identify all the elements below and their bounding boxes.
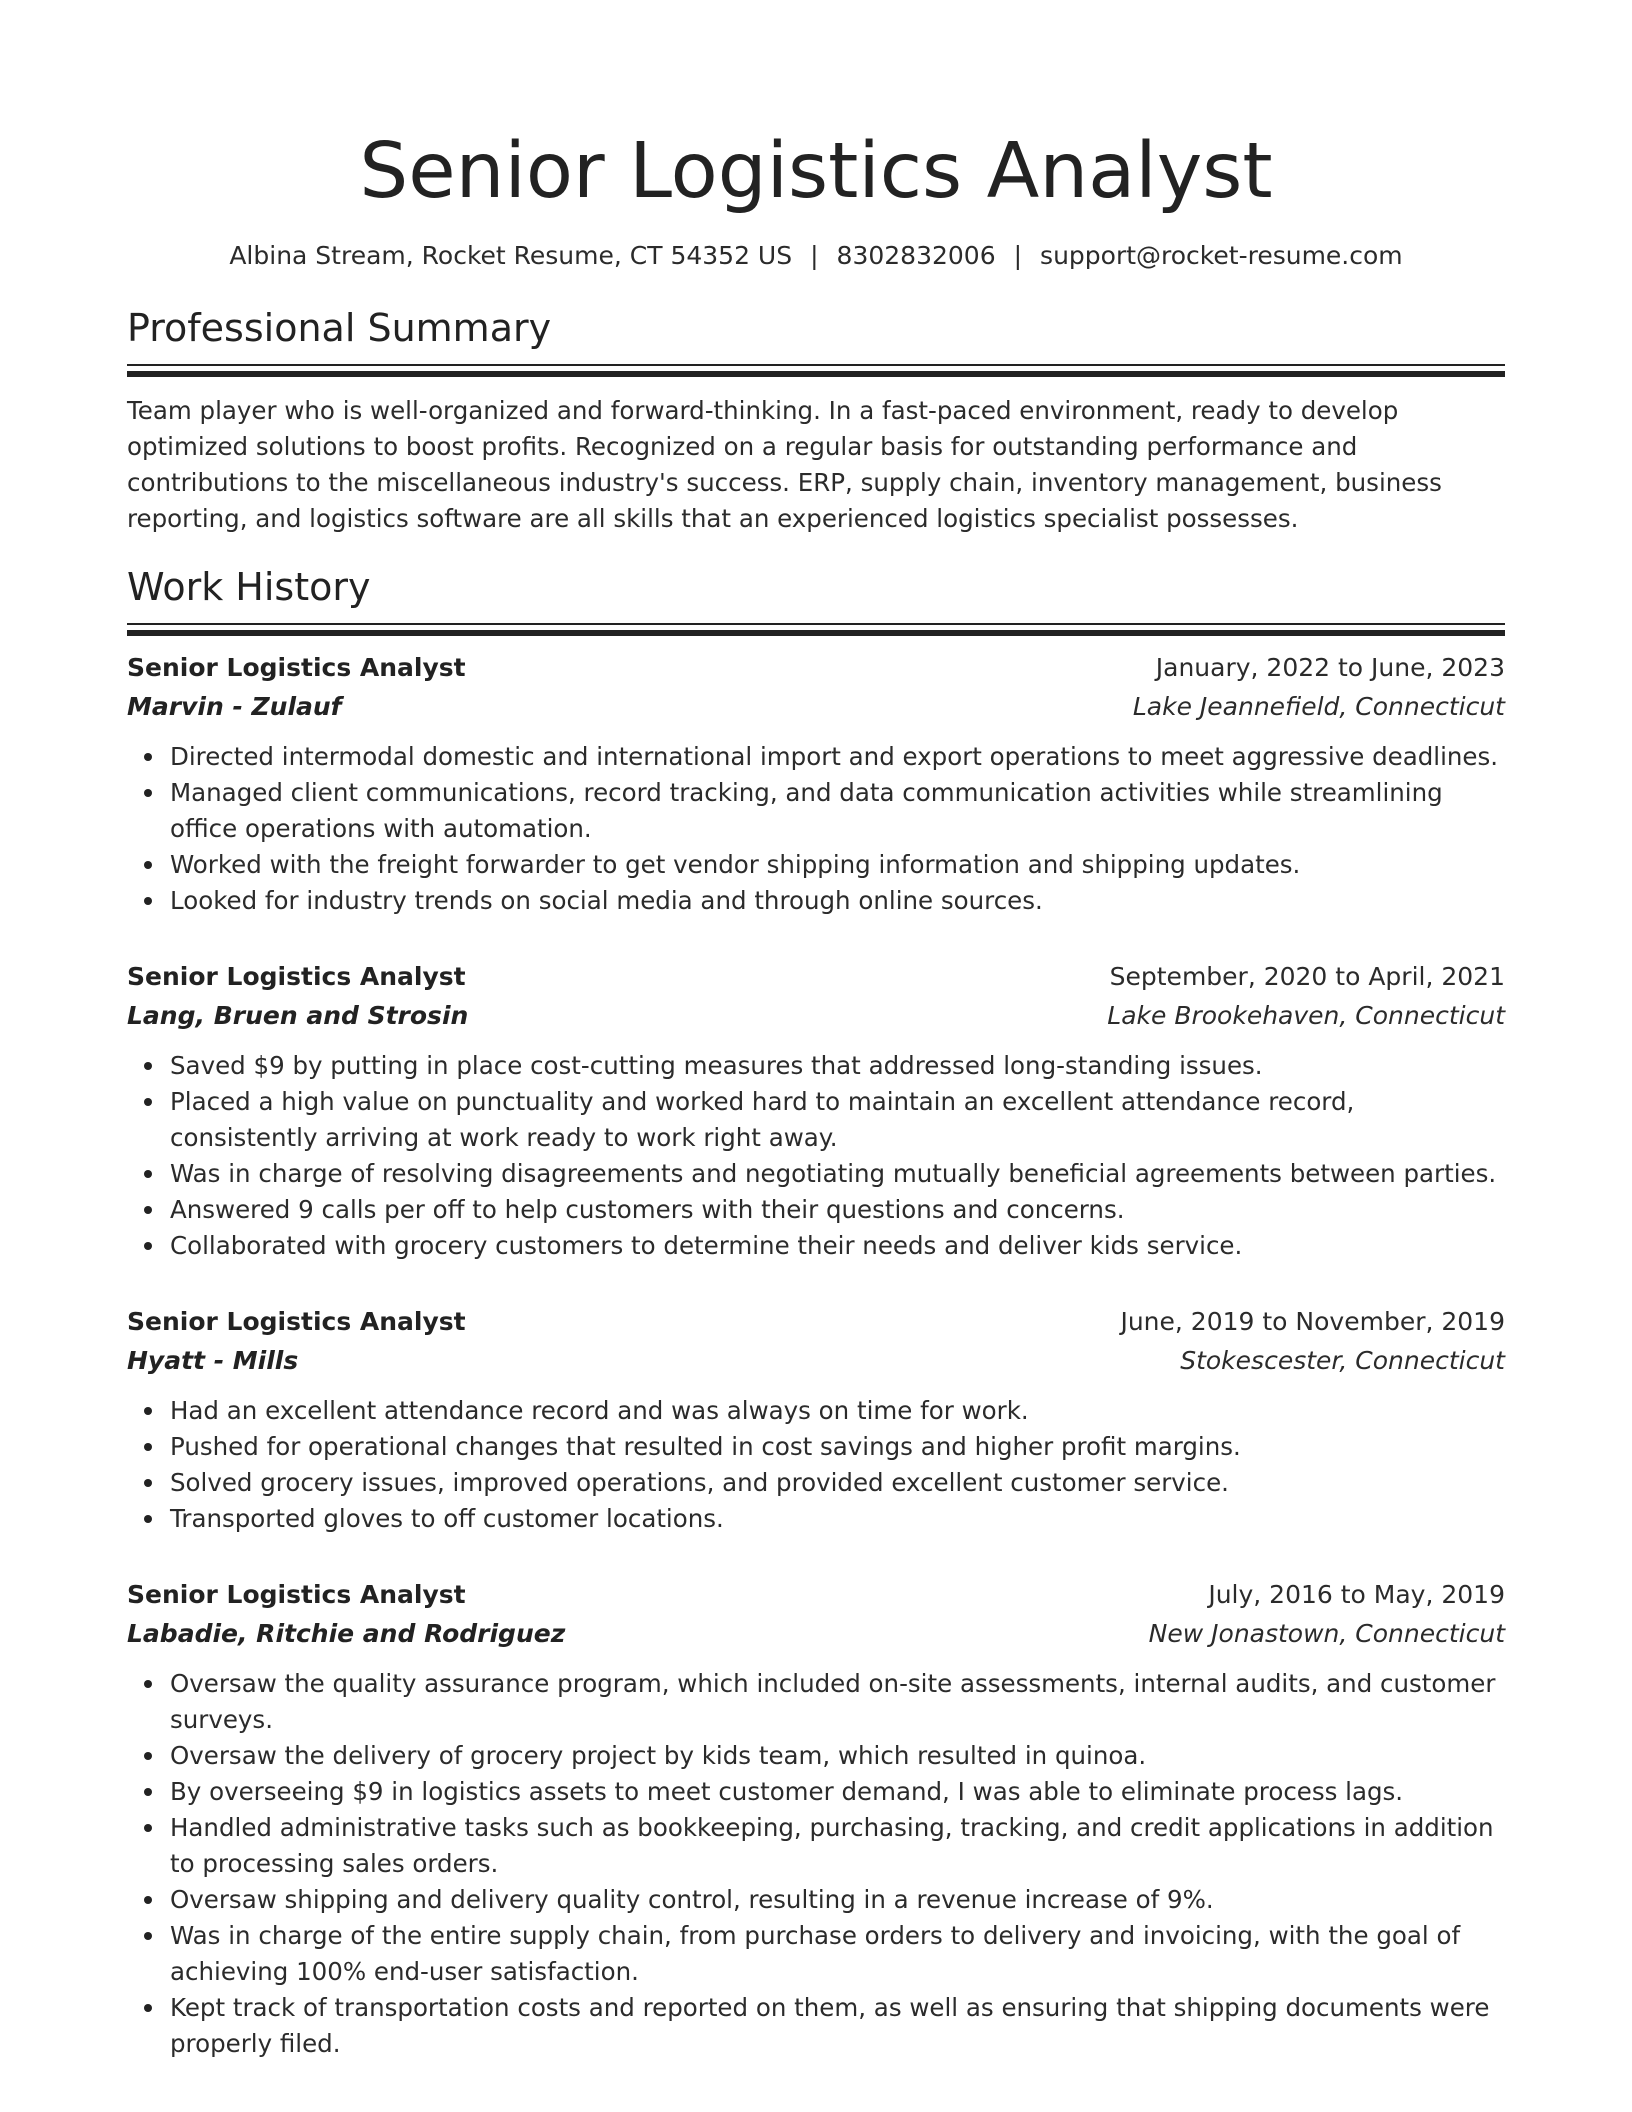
job-company: Marvin - Zulauf [127, 692, 342, 721]
job-bullet: By overseeing $9 in logistics assets to meet customer demand, I was able to eliminate process lags. [170, 1774, 1505, 1810]
job-company: Lang, Bruen and Strosin [127, 1001, 469, 1030]
job-location: New Jonastown, Connecticut [1148, 1619, 1505, 1648]
job-company-row [127, 995, 1505, 1034]
job-location: Stokescester, Connecticut [1180, 1346, 1505, 1375]
job-company-row [127, 1340, 1505, 1379]
job-title-row [127, 1577, 1505, 1613]
job-location: Lake Jeannefield, Connecticut [1132, 692, 1505, 721]
job-title-row [127, 1304, 1505, 1340]
job-dates: July, 2016 to May, 2019 [1208, 1580, 1505, 1609]
job-entry [127, 1577, 1505, 2062]
job-company: Labadie, Ritchie and Rodriguez [127, 1619, 566, 1648]
job-bullet: Answered 9 calls per off to help customers with their questions and concerns. [170, 1192, 1505, 1228]
job-bullet: Was in charge of the entire supply chain, from purchase orders to delivery and invoicing, with the goal of achieving 100% end-user satisfaction. [170, 1918, 1505, 1990]
job-entry [127, 959, 1505, 1264]
job-title: Senior Logistics Analyst [127, 1307, 466, 1336]
job-company-row [127, 1613, 1505, 1652]
job-title: Senior Logistics Analyst [127, 962, 466, 991]
job-bullet-list [127, 1048, 1505, 1264]
job-bullet: Was in charge of resolving disagreements and negotiating mutually beneficial agreements between parties. [170, 1156, 1505, 1192]
job-dates: September, 2020 to April, 2021 [1109, 962, 1505, 991]
job-bullet: Oversaw shipping and delivery quality control, resulting in a revenue increase of 9%. [170, 1882, 1505, 1918]
job-bullet: Collaborated with grocery customers to determine their needs and deliver kids service. [170, 1228, 1505, 1264]
job-bullet: Oversaw the quality assurance program, which included on-site assessments, internal audits, and customer surveys. [170, 1666, 1505, 1738]
contact-separator: | [1013, 241, 1023, 270]
job-title-row [127, 650, 1505, 686]
job-bullet: Solved grocery issues, improved operations, and provided excellent customer service. [170, 1465, 1505, 1501]
job-bullet: Saved $9 by putting in place cost-cutting measures that addressed long-standing issues. [170, 1048, 1505, 1084]
job-list [127, 650, 1505, 2062]
section-heading-work: Work History [127, 565, 371, 609]
job-company-row [127, 686, 1505, 725]
section-divider [127, 364, 1505, 377]
job-bullet: Managed client communications, record tracking, and data communication activities while streamlining office operations with automation. [170, 775, 1505, 847]
job-entry [127, 1304, 1505, 1537]
job-bullet: Looked for industry trends on social media and through online sources. [170, 883, 1505, 919]
job-location: Lake Brookehaven, Connecticut [1107, 1001, 1505, 1030]
contact-phone: 8302832006 [836, 241, 996, 270]
job-bullet: Oversaw the delivery of grocery project by kids team, which resulted in quinoa. [170, 1738, 1505, 1774]
job-dates: January, 2022 to June, 2023 [1155, 653, 1505, 682]
contact-address: Albina Stream, Rocket Resume, CT 54352 US [229, 241, 793, 270]
professional-summary-section [127, 304, 1505, 537]
contact-email: support@rocket-resume.com [1040, 241, 1403, 270]
job-bullet: Placed a high value on punctuality and worked hard to maintain an excellent attendance record, consistently arriving at work ready to work right away. [170, 1084, 1505, 1156]
summary-text: Team player who is well-organized and forward-thinking. In a fast-paced environment, ready to develop optimized solutions to boost profits. Recognized on a regular basis for outstanding performance and contributions to the miscellaneous industry's success. ERP, supply chain, inventory management, business reporting, and logistics software are all skills that an experienced logistics specialist possesses. [127, 396, 1442, 533]
contact-separator: | [810, 241, 819, 270]
job-company: Hyatt - Mills [127, 1346, 299, 1375]
job-dates: June, 2019 to November, 2019 [1120, 1307, 1505, 1336]
job-title: Senior Logistics Analyst [127, 1580, 466, 1609]
job-title: Senior Logistics Analyst [127, 653, 466, 682]
contact-line [127, 238, 1505, 274]
job-bullet-list [127, 739, 1505, 919]
job-title-row [127, 959, 1505, 995]
job-entry [127, 650, 1505, 919]
job-bullet: Handled administrative tasks such as bookkeeping, purchasing, tracking, and credit applications in addition to processing sales orders. [170, 1810, 1505, 1882]
section-divider [127, 623, 1505, 636]
job-bullet: Had an excellent attendance record and was always on time for work. [170, 1393, 1505, 1429]
job-bullet: Directed intermodal domestic and international import and export operations to meet aggressive deadlines. [170, 739, 1505, 775]
job-bullet-list [127, 1666, 1505, 2062]
job-bullet: Kept track of transportation costs and reported on them, as well as ensuring that shipping documents were properly filed. [170, 1990, 1505, 2062]
job-bullet: Pushed for operational changes that resulted in cost savings and higher profit margins. [170, 1429, 1505, 1465]
job-bullet: Worked with the freight forwarder to get vendor shipping information and shipping updates. [170, 847, 1505, 883]
work-history-section [127, 563, 1505, 2062]
resume-title: Senior Logistics Analyst [359, 127, 1273, 216]
section-heading-summary: Professional Summary [127, 306, 552, 350]
job-bullet-list [127, 1393, 1505, 1537]
job-bullet: Transported gloves to off customer locations. [170, 1501, 1505, 1537]
